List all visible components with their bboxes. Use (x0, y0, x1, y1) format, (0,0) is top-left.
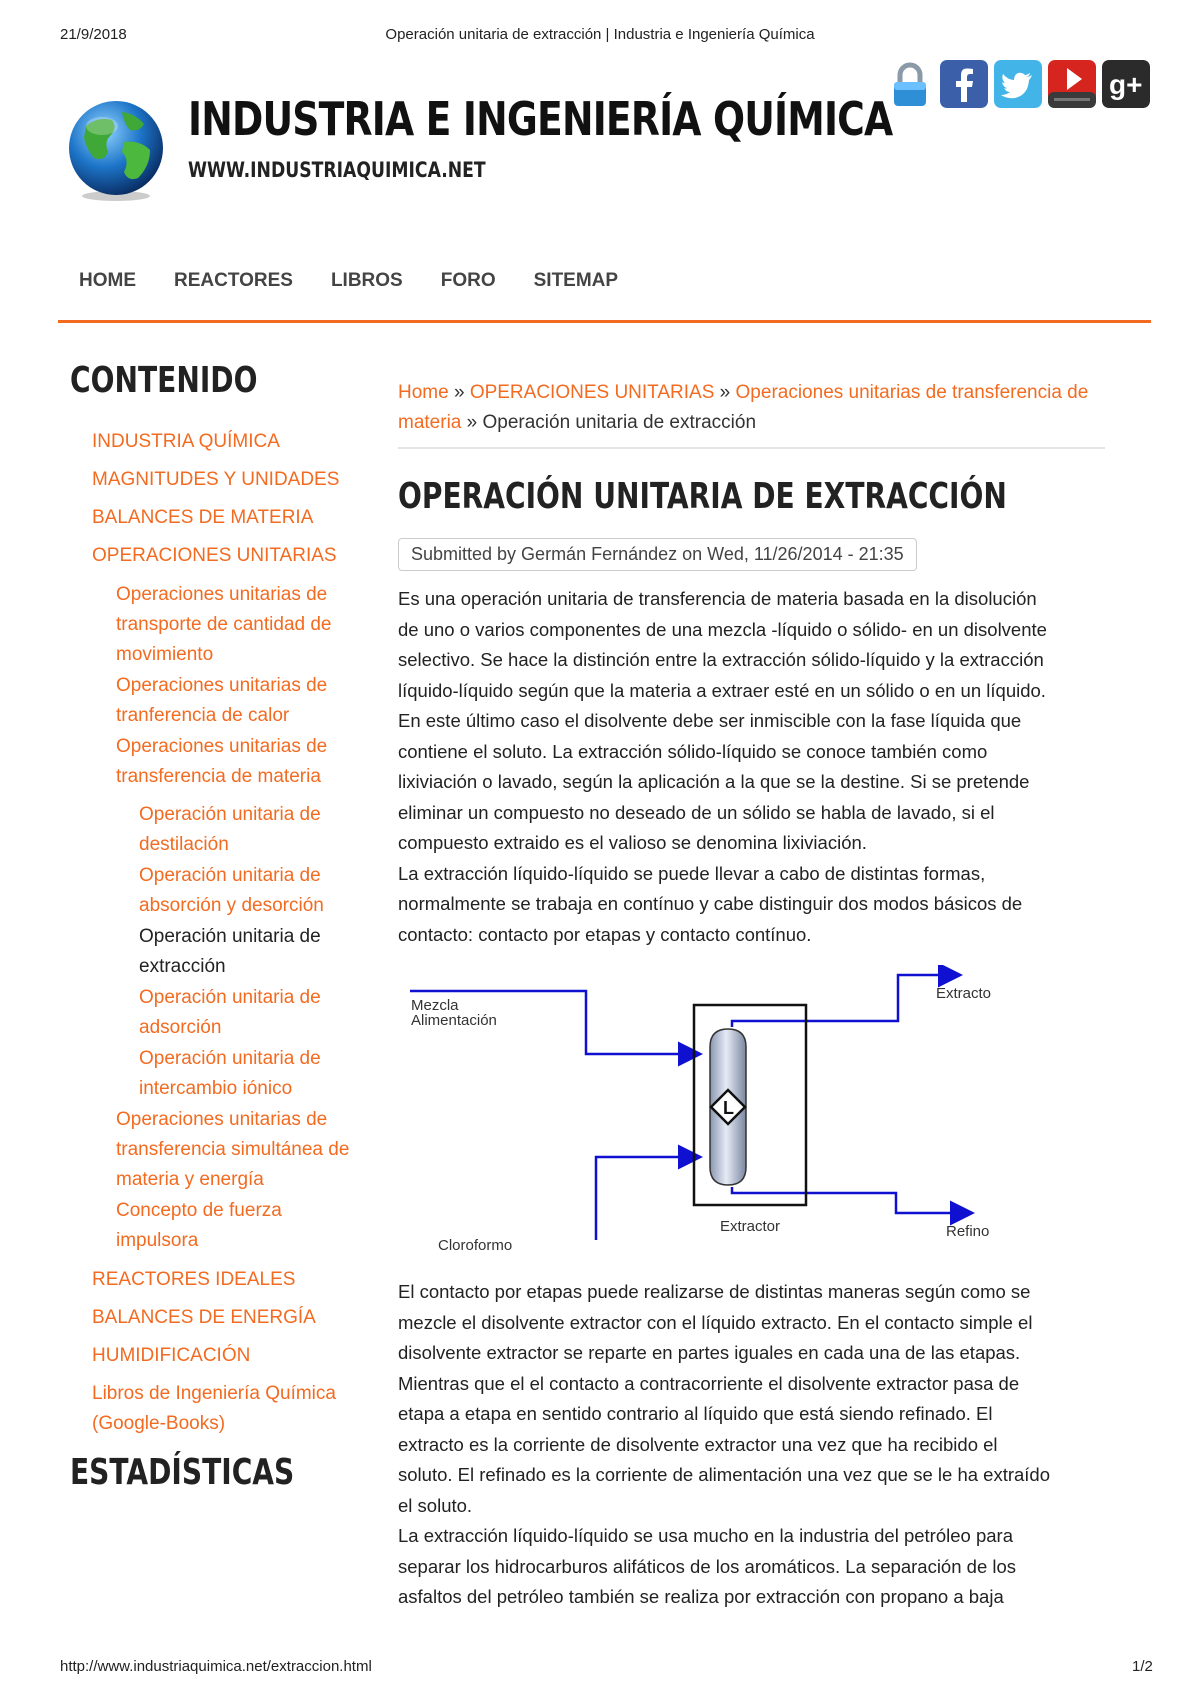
sidebar-item-reactores-ideales[interactable]: REACTORES IDEALES (92, 1269, 296, 1290)
article-paragraph-2 (398, 1277, 1110, 1613)
sidebar-item-fuerza-impulsora[interactable]: Concepto de fuerza impulsora (116, 1200, 282, 1251)
text-line: el soluto. (398, 1494, 473, 1516)
sidebar-item-destilacion[interactable]: Operación unitaria de destilación (139, 804, 321, 855)
text-line: eliminar un compuesto no deseado de un sólido se habla de lavado, si el (398, 801, 995, 823)
text-line: El contacto por etapas puede realizarse de distintas maneras según como se (398, 1281, 1031, 1302)
svg-text:g+: g+ (1109, 69, 1143, 100)
print-page-number: 1/2 (1132, 1658, 1153, 1675)
text-line: compuesto extraido es el valioso se denomina lixiviación. (398, 832, 867, 853)
sidebar-item-ou-calor[interactable]: Operaciones unitarias de tranferencia de calor (116, 675, 328, 726)
site-url[interactable]: WWW.INDUSTRIAQUIMICA.NET (188, 158, 486, 182)
text-line: asfaltos del petróleo también se realiza por extracción con propano a baja (398, 1586, 1004, 1607)
label-mezcla: Mezcla (411, 997, 459, 1014)
label-refino: Refino (946, 1223, 990, 1240)
breadcrumb-separator: » (461, 412, 483, 433)
label-extracto: Extracto (936, 985, 992, 1002)
nav-divider (58, 320, 1151, 323)
nav-reactores[interactable]: REACTORES (174, 270, 293, 291)
sidebar-item-ou-simultanea[interactable]: Operaciones unitarias de transferencia simultánea de materia y energía (116, 1109, 350, 1190)
extractor-diagram (398, 965, 1018, 1265)
sidebar-item-intercambio-ionico[interactable]: Operación unitaria de intercambio iónico (139, 1048, 321, 1099)
lock-icon[interactable] (886, 60, 934, 108)
text-line: normalmente se trabaja en contínuo y cabe distinguir dos modos básicos de (398, 893, 1023, 914)
breadcrumb-separator: » (448, 382, 470, 403)
text-line: contiene el soluto. La extracción sólido-líquido se conoce también como (398, 740, 988, 762)
sidebar-item-magnitudes[interactable]: MAGNITUDES Y UNIDADES (92, 469, 340, 490)
solvent-stream-line (596, 1157, 698, 1240)
label-extractor: Extractor (720, 1218, 781, 1235)
globe-logo-icon[interactable] (64, 98, 168, 202)
sidebar-item-balances-materia[interactable]: BALANCES DE MATERIA (92, 507, 314, 528)
nav-foro[interactable]: FORO (440, 270, 496, 291)
sidebar-item-absorcion[interactable]: Operación unitaria de absorción y desorción (139, 865, 324, 916)
sidebar-item-industria-quimica[interactable]: INDUSTRIA QUÍMICA (92, 431, 280, 452)
text-line: etapa a etapa en sentido contrario al líquido que está siendo refinado. El (398, 1403, 993, 1424)
print-url: http://www.industriaquimica.net/extraccion.html (60, 1658, 372, 1675)
nav-libros[interactable]: LIBROS (330, 270, 403, 291)
breadcrumb-home[interactable]: Home (398, 382, 449, 403)
text-line: Es una operación unitaria de transferencia de materia basada en la disolución (398, 588, 1037, 609)
raffinate-stream-line (732, 1187, 970, 1213)
article-title: OPERACIÓN UNITARIA DE EXTRACCIÓN (398, 476, 1007, 517)
sidebar-heading-contenido: CONTENIDO (70, 360, 258, 401)
text-line: separar los hidrocarburos alifáticos de los aromáticos. La separación de los (398, 1555, 1017, 1577)
label-alimentacion: Alimentación (411, 1012, 497, 1029)
text-line: disolvente extractor se reparte en partes iguales en cada una de las etapas. (398, 1342, 1021, 1363)
sidebar-item-adsorcion[interactable]: Operación unitaria de adsorción (139, 987, 321, 1038)
main-nav (60, 270, 637, 292)
submitted-by-badge: Submitted by Germán Fernández on Wed, 11/26/2014 - 21:35 (398, 538, 917, 571)
text-line: lixiviación o lavado, según la aplicación a la que se la destine. Si se pretende (398, 771, 1030, 792)
site-title[interactable]: INDUSTRIA E INGENIERÍA QUÍMICA (188, 92, 893, 146)
text-line: soluto. El refinado es la corriente de alimentación una vez que se le ha extraído (398, 1464, 1051, 1485)
sidebar-item-libros[interactable]: Libros de Ingeniería Química (Google-Books) (92, 1383, 336, 1434)
text-line: mezcle el disolvente extractor con el líquido extracto. En el contacto simple el (398, 1311, 1033, 1333)
extract-stream-line (732, 975, 958, 1027)
nav-home[interactable]: HOME (79, 270, 136, 291)
nav-sitemap[interactable]: SITEMAP (533, 270, 619, 291)
text-line: de uno o varios componentes de una mezcla -líquido o sólido- en un disolvente (398, 618, 1047, 640)
breadcrumb-transferencia-materia[interactable]: Operaciones unitarias de transferencia de materia (398, 382, 1089, 433)
sidebar-item-ou-cantidad-movimiento[interactable]: Operaciones unitarias de transporte de cantidad de movimiento (116, 584, 332, 665)
facebook-icon[interactable] (940, 60, 988, 108)
print-date: 21/9/2018 (60, 26, 127, 43)
text-line: contacto: contacto por etapas y contacto contínuo. (398, 923, 812, 945)
sidebar-heading-estadisticas: ESTADÍSTICAS (70, 1452, 295, 1493)
breadcrumb-operaciones-unitarias[interactable]: OPERACIONES UNITARIAS (469, 382, 715, 403)
breadcrumb-divider (398, 447, 1105, 449)
twitter-icon[interactable] (994, 60, 1042, 108)
text-line: Mientras que el el contacto a contracorriente el disolvente extractor pasa de (398, 1372, 1020, 1394)
sidebar-item-ou-materia[interactable]: Operaciones unitarias de transferencia de materia (116, 736, 328, 787)
print-doc-title: Operación unitaria de extracción | Industria e Ingeniería Química (385, 26, 815, 43)
breadcrumb (398, 378, 1098, 438)
google-plus-icon[interactable] (1102, 60, 1150, 108)
label-cloroformo: Cloroformo (438, 1237, 513, 1254)
youtube-icon[interactable] (1048, 60, 1096, 108)
breadcrumb-separator: » (714, 382, 736, 403)
sidebar-item-balances-energia[interactable]: BALANCES DE ENERGÍA (92, 1307, 316, 1328)
text-line: selectivo. Se hace la distinción entre la extracción sólido-líquido y la extracción (398, 649, 1044, 670)
sidebar-item-operaciones-unitarias[interactable]: OPERACIONES UNITARIAS (92, 545, 337, 566)
article-paragraph-1 (398, 584, 1110, 950)
vessel-symbol-letter: L (723, 1098, 734, 1118)
sidebar-item-humidificacion[interactable]: HUMIDIFICACIÓN (92, 1345, 251, 1366)
text-line: La extracción líquido-líquido se usa mucho en la industria del petróleo para (398, 1525, 1013, 1546)
breadcrumb-current: Operación unitaria de extracción (482, 412, 757, 433)
text-line: extracto es la corriente de disolvente extractor una vez que ha recibido el (398, 1433, 998, 1455)
text-line: líquido-líquido según que la materia a extraer esté en un sólido o en un líquido. (398, 679, 1046, 701)
text-line: En este último caso el disolvente debe ser inmiscible con la fase líquida que (398, 710, 1022, 731)
text-line: La extracción líquido-líquido se puede llevar a cabo de distintas formas, (398, 862, 986, 884)
sidebar-item-extraccion-current[interactable]: Operación unitaria de extracción (139, 926, 321, 977)
